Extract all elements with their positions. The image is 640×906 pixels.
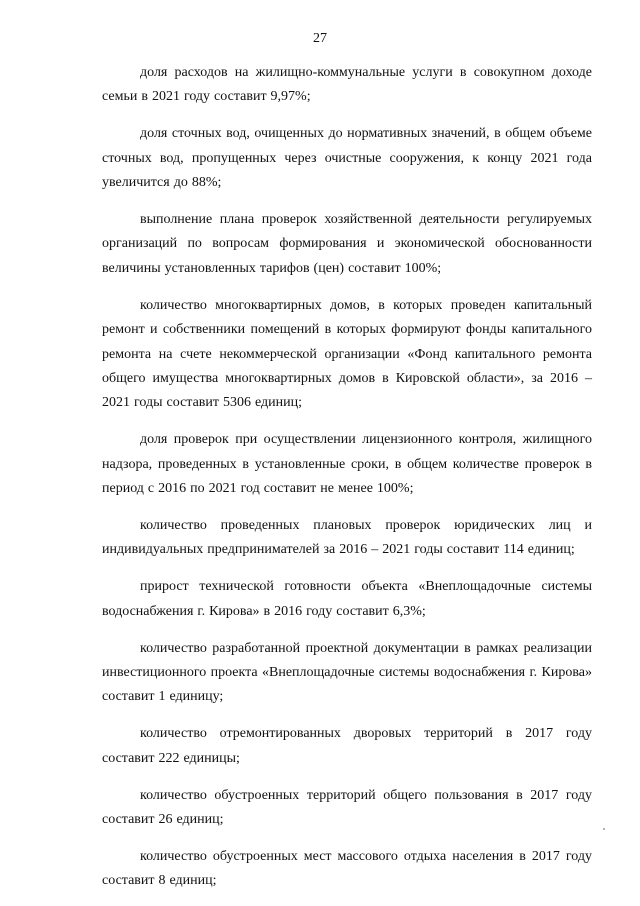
scan-speck bbox=[603, 828, 605, 830]
document-body bbox=[102, 61, 592, 906]
paragraph-public-areas: количество обустроенных территорий общего пользования в 2017 году составит 26 единиц; bbox=[102, 787, 592, 828]
paragraph-capital-repair-buildings: количество многоквартирных домов, в которых проведен капитальный ремонт и собственники помещений в которых формируют фонды капитального ремонта на счете некоммерческой организации «Фонд капитального ремонта общего имущества многоквартирных домов в Кировской области», за 2016 – 2021 годы составит 5306 единиц; bbox=[102, 297, 592, 411]
paragraph-wastewater-treatment-share: доля сточных вод, очищенных до нормативных значений, в общем объеме сточных вод, пропущенных через очистные сооружения, к концу 2021 года увеличится до 88%; bbox=[102, 126, 592, 191]
page-number: 27 bbox=[313, 31, 327, 46]
paragraph-scheduled-inspections: количество проведенных плановых проверок юридических лиц и индивидуальных предпринимателей за 2016 – 2021 годы составит 114 единиц; bbox=[102, 518, 592, 558]
paragraph-tariff-inspections: выполнение плана проверок хозяйственной деятельности регулируемых организаций по вопросам формирования и экономической обоснованности величины установленных тарифов (цен) составит 100%; bbox=[102, 212, 592, 276]
paragraph-design-documentation: количество разработанной проектной документации в рамках реализации инвестиционного проекта «Внеплощадочные системы водоснабжения г. Кирова» составит 1 единицу; bbox=[102, 640, 592, 705]
paragraph-housing-expenses-share: доля расходов на жилищно-коммунальные услуги в совокупном доходе семьи в 2021 году составит 9,97%; bbox=[102, 65, 592, 105]
paragraph-recreation-places: количество обустроенных мест массового отдыха населения в 2017 году составит 8 единиц; bbox=[102, 848, 592, 889]
paragraph-water-supply-readiness: прирост технической готовности объекта «Внеплощадочные системы водоснабжения г. Кирова» в 2016 году составит 6,3%; bbox=[102, 579, 592, 619]
paragraph-license-control-share: доля проверок при осуществлении лицензионного контроля, жилищного надзора, проведенных в установленные сроки, в общем количестве проверок в период с 2016 по 2021 год составит не менее 100%; bbox=[102, 432, 592, 497]
paragraph-courtyards-repaired: количество отремонтированных дворовых территорий в 2017 году составит 222 единицы; bbox=[102, 726, 592, 766]
